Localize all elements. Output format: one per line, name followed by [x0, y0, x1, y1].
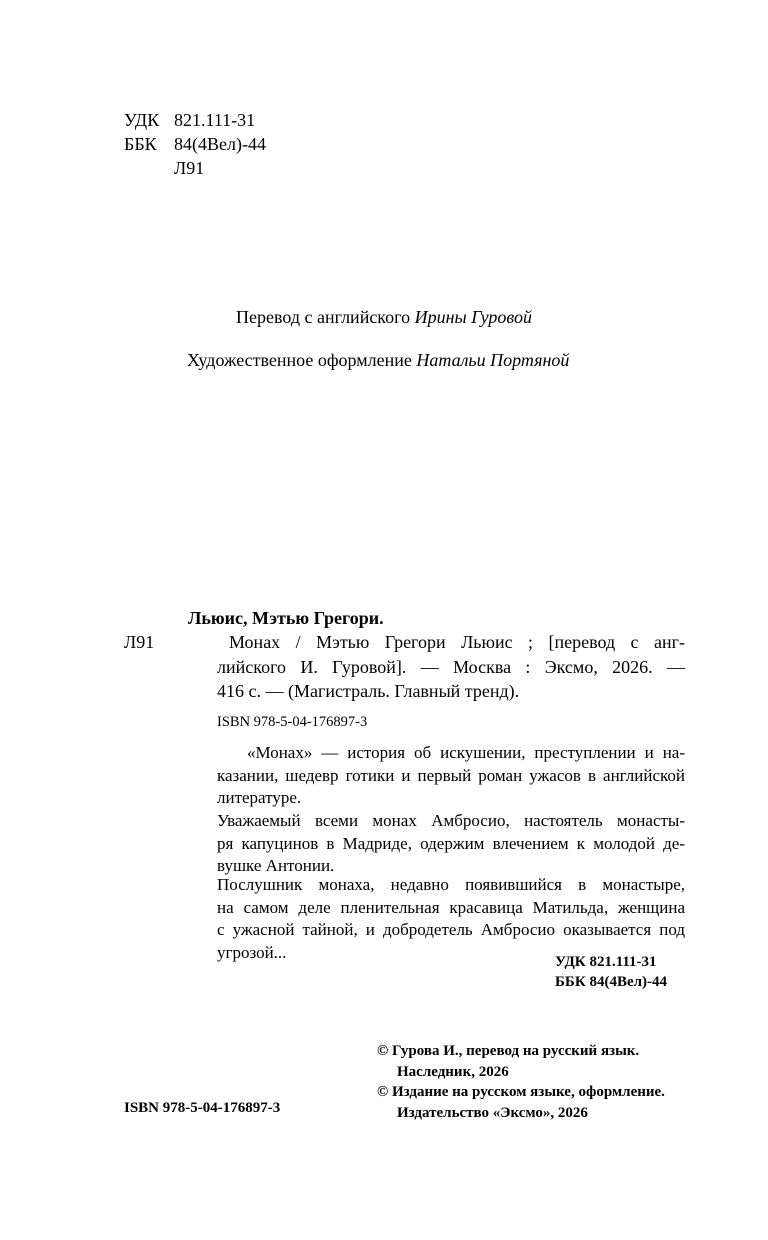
annotation-line: Уважаемый всеми монах Амбросио, настоятель монасты-: [217, 811, 685, 830]
udk-bold: УДК 821.111-31: [555, 954, 657, 970]
catalog-description: [217, 630, 685, 704]
translator-name: Ирины Гуровой: [414, 307, 532, 327]
annotation-paragraph-2: [217, 810, 685, 878]
udk-label: УДК: [124, 110, 160, 130]
annotation-line: на самом деле пленительная красавица Матильда, женщина: [217, 897, 685, 917]
designer-name: Натальи Портяной: [416, 350, 570, 370]
annotation-line: ря капуцинов в Мадриде, одержим влечением к молодой де-: [217, 833, 685, 853]
catalog-desc-line: 416 с. — (Магистраль. Главный тренд).: [217, 681, 520, 701]
design-prefix: Художественное оформление: [187, 350, 412, 370]
annotation-paragraph-3: [217, 874, 685, 964]
bbk-line: [124, 132, 266, 156]
catalog-sign: Л91: [124, 632, 155, 652]
copyright-line: © Издание на русском языке, оформление.: [377, 1084, 665, 1100]
catalog-isbn: ISBN 978-5-04-176897-3: [217, 714, 368, 730]
copyright-block: [377, 1041, 665, 1123]
annotation-line: вушке Антонии.: [217, 856, 335, 875]
bbk-bold: ББК 84(4Вел)-44: [555, 974, 668, 990]
bbk-value: 84(4Вел)-44: [174, 134, 266, 154]
annotation-line: литературе.: [217, 788, 302, 807]
udk-value: 821.111-31: [174, 110, 256, 130]
annotation-line: угрозой...: [217, 942, 287, 962]
copyright-line: Издательство «Эксмо», 2026: [397, 1104, 588, 1121]
footer-isbn: ISBN 978-5-04-176897-3: [124, 1100, 281, 1116]
annotation-line: Послушник монаха, недавно появившийся в монастыре,: [217, 875, 685, 894]
translation-credit: [236, 305, 532, 329]
author-sign-top: Л91: [174, 158, 205, 178]
annotation-line: «Монах» — история об искушении, преступлении и на-: [247, 743, 685, 762]
catalog-desc-line: лийского И. Гуровой]. — Москва : Эксмо, 2026. —: [217, 656, 685, 677]
copyright-line: © Гурова И., перевод на русский язык.: [377, 1043, 640, 1059]
udk-line: [124, 108, 255, 132]
translation-prefix: Перевод с английского: [236, 307, 411, 327]
annotation-line: с ужасной тайной, и добродетель Амбросио оказывается под: [217, 920, 685, 939]
annotation-line: казании, шедевр готики и первый роман ужасов в английской: [217, 765, 685, 785]
catalog-author-heading: Льюис, Мэтью Грегори.: [188, 608, 384, 628]
annotation-paragraph-1: [217, 742, 685, 810]
copyright-line: Наследник, 2026: [397, 1063, 509, 1080]
catalog-desc-line: Монах / Мэтью Грегори Льюис ; [перевод с анг-: [229, 632, 685, 652]
design-credit: [187, 348, 569, 372]
bbk-label: ББК: [124, 134, 157, 154]
